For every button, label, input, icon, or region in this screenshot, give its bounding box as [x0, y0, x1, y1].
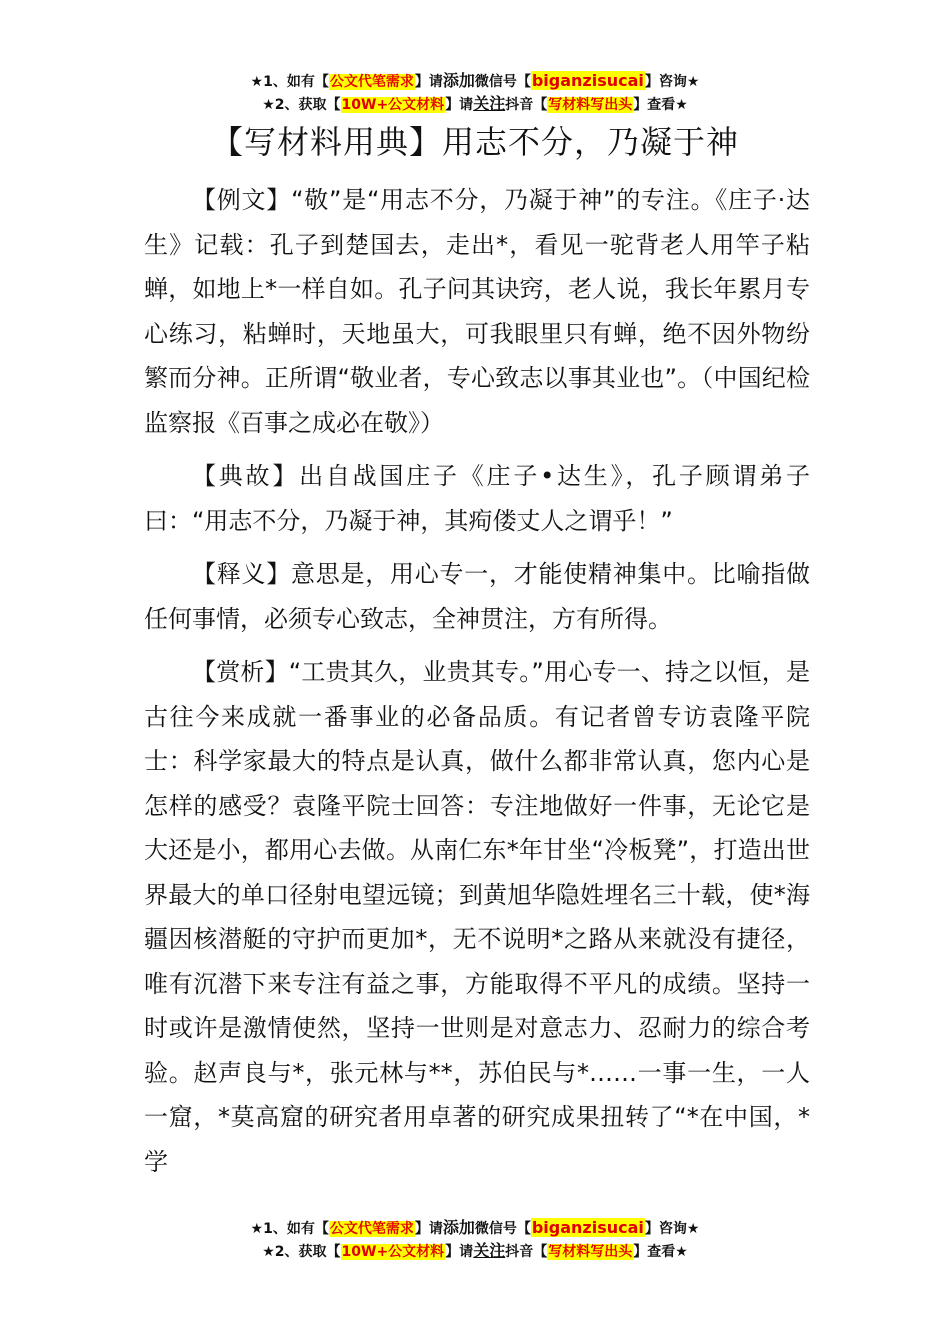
paragraph-tag: 【赏析】: [192, 658, 289, 686]
banner-text: 】咨询★: [644, 1221, 700, 1237]
banner-highlight-douyin: 写材料写出头: [548, 1244, 633, 1260]
paragraph-example: [144, 178, 810, 445]
banner-text: ★2、获取【: [262, 97, 341, 113]
banner-text: 】查看★: [633, 97, 688, 113]
banner-line-1: [0, 70, 950, 93]
paragraph-tag: 【典故】: [192, 462, 300, 490]
page-title: 【写材料用典】用志不分，乃凝于神: [210, 123, 739, 161]
banner-emphasis: 关注: [473, 94, 506, 113]
banner-text: 】请: [414, 74, 443, 90]
banner-emphasis: 关注: [473, 1241, 506, 1260]
paragraph-text: 出自战国庄子《庄子•达生》，孔子顾谓弟子曰：“用志不分，乃凝于神，其痀偻丈人之谓乎！”: [144, 462, 811, 535]
banner-line-1: [0, 1217, 950, 1240]
banner-highlight-wechat-id: biganzisucai: [531, 71, 644, 90]
banner-text: 】请: [445, 1244, 474, 1260]
paragraph-tag: 【例文】: [192, 186, 292, 214]
paragraph-text: “敬”是“用志不分，乃凝于神”的专注。《庄子·达生》记载：孔子到楚国去，走出*，看见一驼背老人用竿子粘蝉，如地上*一样自如。孔子问其诀窍，老人说，我长年累月专心练习，粘蝉时，天地虽大，可我眼里只有蝉，绝不因外物纷繁而分神。正所谓“敬业者，专心致志以事其业也”。（中国纪检监察报《百事之成必在敬》）: [144, 186, 810, 437]
banner-text: 】咨询★: [644, 74, 700, 90]
banner-emphasis: 添加: [442, 71, 475, 90]
banner-line-2: [0, 1240, 950, 1263]
paragraph-text: “工贵其久，业贵其专。”用心专一、持之以恒，是古往今来成就一番事业的必备品质。有记者曾专访袁隆平院士：科学家最大的特点是认真，做什么都非常认真，您内心是怎样的感受？袁隆平院士回答：专注地做好一件事，无论它是大还是小，都用心去做。从南仁东*年甘坐“冷板凳”，打造出世界最大的单口径射电望远镜；到黄旭华隐姓埋名三十载，使*海疆因核潜艇的守护而更加*，无不说明*之路从来就没有捷径，唯有沉潜下来专注有益之事，方能取得不平凡的成绩。坚持一时或许是激情使然，坚持一世则是对意志力、忍耐力的综合考验。赵声良与*，张元林与**，苏伯民与*……一事一生，一人一窟，*莫高窟的研究者用卓著的研究成果扭转了“*在中国，*学: [144, 658, 810, 1176]
banner-text: ★2、获取【: [262, 1244, 341, 1260]
banner-highlight-materials: 10W+公文材料: [341, 1244, 445, 1260]
banner-highlight-writing-service: 公文代笔需求: [329, 1221, 414, 1237]
banner-text: 】查看★: [633, 1244, 688, 1260]
banner-text: 微信号【: [474, 1221, 531, 1237]
banner-highlight-writing-service: 公文代笔需求: [329, 74, 414, 90]
paragraph-tag: 【释义】: [192, 560, 291, 588]
banner-text: 】请: [414, 1221, 443, 1237]
banner-line-2: [0, 93, 950, 116]
banner-highlight-materials: 10W+公文材料: [341, 97, 445, 113]
footer-banner: [0, 1217, 950, 1263]
header-banner: [0, 70, 950, 116]
paragraph-meaning: [144, 552, 810, 641]
banner-text: 微信号【: [474, 74, 531, 90]
banner-highlight-douyin: 写材料写出头: [548, 97, 633, 113]
paragraph-allusion: [144, 454, 810, 543]
banner-text: 抖音【: [505, 97, 548, 113]
banner-text: 】请: [445, 97, 474, 113]
paragraph-text: 意思是，用心专一，才能使精神集中。比喻指做任何事情，必须专心致志，全神贯注，方有所得。: [144, 560, 810, 633]
document-body: [144, 178, 810, 1193]
banner-text: ★1、如有【: [250, 1221, 329, 1237]
banner-text: 抖音【: [505, 1244, 548, 1260]
banner-emphasis: 添加: [442, 1218, 475, 1237]
paragraph-analysis: [144, 650, 810, 1184]
banner-text: ★1、如有【: [250, 74, 329, 90]
banner-highlight-wechat-id: biganzisucai: [531, 1218, 644, 1237]
